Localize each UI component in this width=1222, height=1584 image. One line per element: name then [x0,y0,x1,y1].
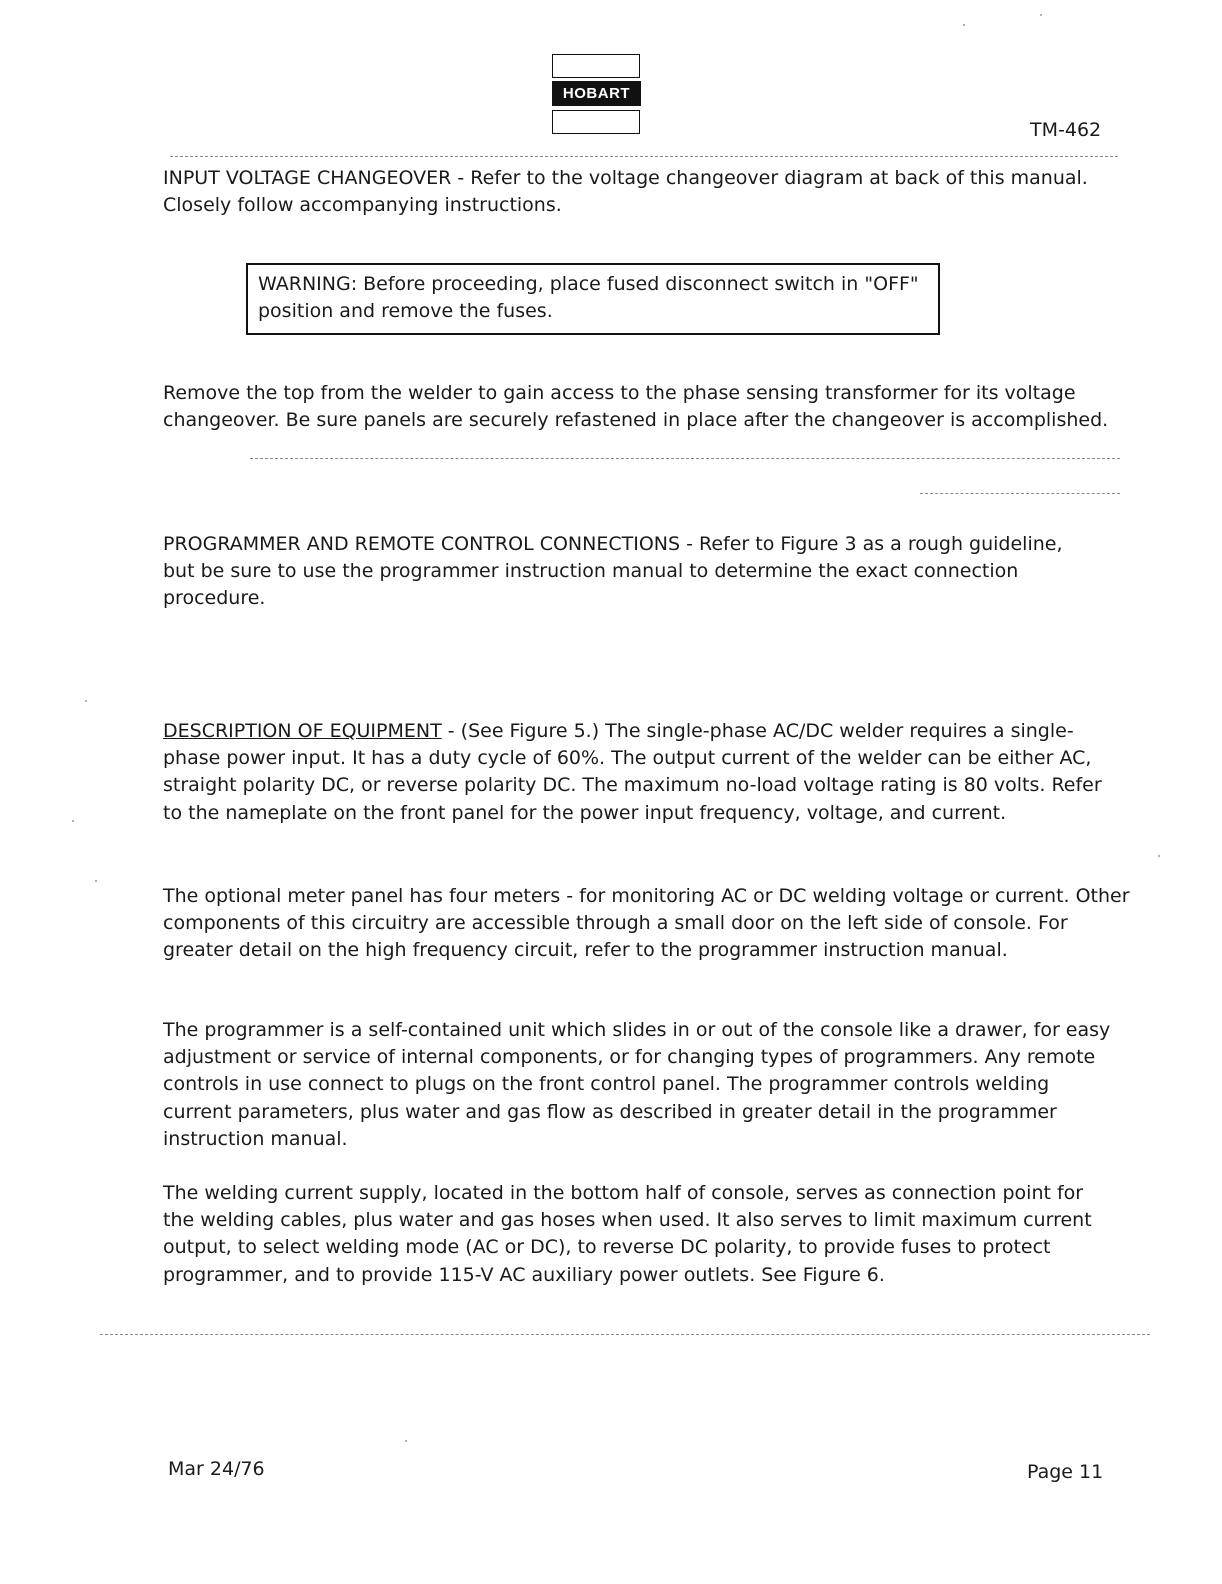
meter-panel-text: The optional meter panel has four meters - for monitoring AC or DC welding voltage or current. Other components of this circuitry are accessible through a small door on the left side of console. For greater detail on the high frequency circuit, refer to the programmer instruction manual. [163,885,1130,962]
logo-top-box [552,54,640,78]
divider-rule [170,156,1118,157]
current-supply-text: The welding current supply, located in the bottom half of console, serves as connection point for the welding cables, plus water and gas hoses when used. It also serves to limit maximum current output, to select welding mode (AC or DC), to reverse DC polarity, to provide fuses to protect programmer, and to provide 115-V AC auxiliary power outlets. See Figure 6. [163,1182,1092,1286]
remove-top-text: Remove the top from the welder to gain access to the phase sensing transformer for its voltage changeover. Be sure panels are securely refastened in place after the changeover is accomplished. [163,382,1109,432]
divider-rule [100,1334,1150,1335]
warning-text: WARNING: Before proceeding, place fused disconnect switch in "OFF" position and remove the fuses. [258,273,919,322]
footer-date: Mar 24/76 [168,1458,265,1480]
scan-speck [1158,855,1160,857]
document-id: TM-462 [1030,119,1102,141]
divider-rule [920,493,1120,494]
current-supply-paragraph [163,1180,1093,1289]
programmer-unit-paragraph [163,1017,1113,1153]
logo-brand-text: HOBART [552,81,641,106]
hobart-logo [552,54,640,132]
logo-bottom-box [552,110,640,134]
programmer-connections-text: - Refer to Figure 3 as a rough guideline, but be sure to use the programmer instruction manual to determine the exact connection procedure. [163,533,1063,610]
meter-panel-paragraph [163,883,1138,965]
input-voltage-text: - Refer to the voltage changeover diagram at back of this manual. Closely follow accompanying instructions. [163,167,1088,217]
programmer-connections-paragraph [163,531,1093,613]
description-text: - (See Figure 5.) The single-phase AC/DC welder requires a single-phase power input. It has a duty cycle of 60%. The output current of the welder can be either AC, straight polarity DC, or reverse polarity DC. The maximum no-load voltage rating is 80 volts. Refer to the nameplate on the front panel for the power input frequency, voltage, and current. [163,720,1102,824]
scan-speck [95,880,97,882]
input-voltage-paragraph [163,165,1115,219]
description-paragraph [163,718,1108,827]
remove-top-paragraph [163,380,1118,434]
page-number: Page 11 [1027,1461,1104,1483]
input-voltage-heading: INPUT VOLTAGE CHANGEOVER [163,167,452,189]
description-heading: DESCRIPTION OF EQUIPMENT [163,720,442,742]
divider-rule [250,458,1120,459]
programmer-connections-heading: PROGRAMMER AND REMOTE CONTROL CONNECTIONS [163,533,681,555]
scan-speck [72,820,74,822]
scan-speck [963,24,965,26]
scan-speck [1040,14,1042,16]
programmer-unit-text: The programmer is a self-contained unit which slides in or out of the console like a drawer, for easy adjustment or service of internal components, or for changing types of programmers. Any remote controls in use connect to plugs on the front control panel. The programmer controls welding current parameters, plus water and gas flow as described in greater detail in the programmer instruction manual. [163,1019,1111,1150]
warning-box [246,263,940,335]
scan-speck [85,700,87,702]
scan-speck [405,1440,407,1442]
